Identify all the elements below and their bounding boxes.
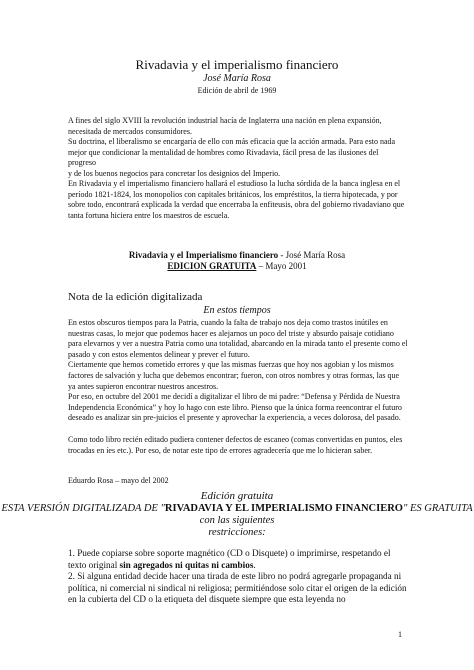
- nota-paragraph: Ciertamente que hemos cometido errores y que las mismas fuerzas que hoy nos agobian y los mismos factores de salvación y lucha que debemos encontrar; fueron, con otros nombres y otras formas, las que ya antes supieron encontrar nuestros ancestros.: [68, 360, 399, 391]
- gratuita-head-italic: ESTA VERSIÓN DIGITALIZADA DE ": [1, 503, 165, 514]
- page-number: 1: [398, 630, 402, 639]
- nota-body: [68, 318, 408, 424]
- nota-paragraph: Por eso, en octubre del 2001 me decidí a digitalizar el libro de mi padre: “Defensa y Pérdida de Nuestra Independencia Económica” y hoy lo hago con este libro. Pienso que la única forma reencontrar el futuro deseado es analizar sin pre-juicios el presente y aprovechar la experiencia, a veces dolorosa, del pasado.: [68, 392, 402, 423]
- intro-paragraph: A fines del siglo XVIII la revolución industrial hacía de Inglaterra una nación en plena expansión, necesitada de mercados consumidores.: [68, 116, 382, 136]
- gratuita-head-bold: RIVADAVIA Y EL IMPERIALISMO FINANCIERO: [164, 503, 403, 514]
- book-title: Rivadavia y el imperialismo financiero: [135, 57, 339, 72]
- restriction-1-bold: sin agregados ni quitas ni cambios: [119, 559, 254, 570]
- restriction-1-text: 1. Puede copiarse sobre soporte magnético (CD o Disquete) o imprimirse, respetando el texto original: [68, 548, 391, 570]
- restriction-1-end: .: [253, 559, 256, 570]
- free-edition-book-title: Rivadavia y el Imperialismo financiero: [128, 250, 279, 260]
- book-author: José María Rosa: [203, 73, 271, 84]
- free-edition-label: EDICION GRATUITA: [167, 261, 257, 271]
- free-edition-line1: [0, 250, 474, 261]
- restriction-item: 2. Si alguna entidad decide hacer una tirada de este libro no podrá agregarle propaganda ni política, ni comercial ni sindical ni religiosa; permitiéndose solo citar el origen de la edición en la cubierta del CD o la etiqueta del disquete siempre que esta leyenda no: [68, 571, 407, 604]
- restrictions-list: [68, 548, 410, 606]
- nota-subtitle: En estos tiempos: [203, 305, 271, 316]
- intro-paragraph: y de los buenos negocios para concretar los designios del Imperio.: [68, 168, 281, 178]
- free-edition-heading: [0, 250, 474, 272]
- gratuita-head-rest: con las siguientes: [199, 515, 275, 526]
- gratuita-head-italic2: " ES GRATUITA: [402, 503, 473, 514]
- signature: Eduardo Rosa – mayo del 2002: [68, 476, 169, 485]
- restriction-item: [68, 548, 410, 571]
- scan-note: Como todo libro recién editado pudiera contener defectos de escaneo (comas convertidas en puntos, eles trocadas en íes etc.). Por eso, de notar este tipo de errores agradecería que me lo hicieran saber.: [68, 435, 403, 455]
- intro-paragraph: En Rivadavia y el imperialismo financiero hallará el estudioso la lucha sórdida de la banca inglesa en el período 1821-1824, los monopolios con capitales británicos, los empréstitos, la tierra hipotecada, y por sobre todo, encontrará explicada la verdad que encerraba la enfiteusis, obra del gobierno rivadaviano que tanta fortuna hiciera entre los maestros de escuela.: [68, 179, 405, 220]
- free-edition-line2: [0, 261, 474, 272]
- intro-text: [68, 116, 408, 221]
- intro-paragraph: Su doctrina, el liberalismo se encargaría de ello con más eficacia que la acción armada. Para esto nada mejor que condicionar la mentalidad de hombres como Rivadavia, fácil presa de las ilusiones del progreso: [68, 137, 396, 167]
- free-edition-date: – Mayo 2001: [256, 261, 307, 271]
- gratuita-title: Edición gratuita: [200, 490, 274, 502]
- gratuita-heading: [0, 503, 474, 539]
- nota-paragraph: En estos obscuros tiempos para la Patria, cuando la falta de trabajo nos deja como trastos inútiles en nuestras casas, lo mejor que podemos hacer es alejarnos un poco del triste y absurdo paisaje cotidiano para elevarnos y ver a nuestra Patria como una totalidad, abarcando en la mirada tanto el presente como el pasado y con estos elementos delinear y prever el futuro.: [68, 318, 408, 359]
- free-edition-author: - José María Rosa: [278, 250, 346, 260]
- nota-heading: Nota de la edición digitalizada: [68, 291, 203, 303]
- edition-date: Edición de abril de 1969: [197, 86, 277, 95]
- gratuita-head-line3: restricciones:: [208, 527, 266, 538]
